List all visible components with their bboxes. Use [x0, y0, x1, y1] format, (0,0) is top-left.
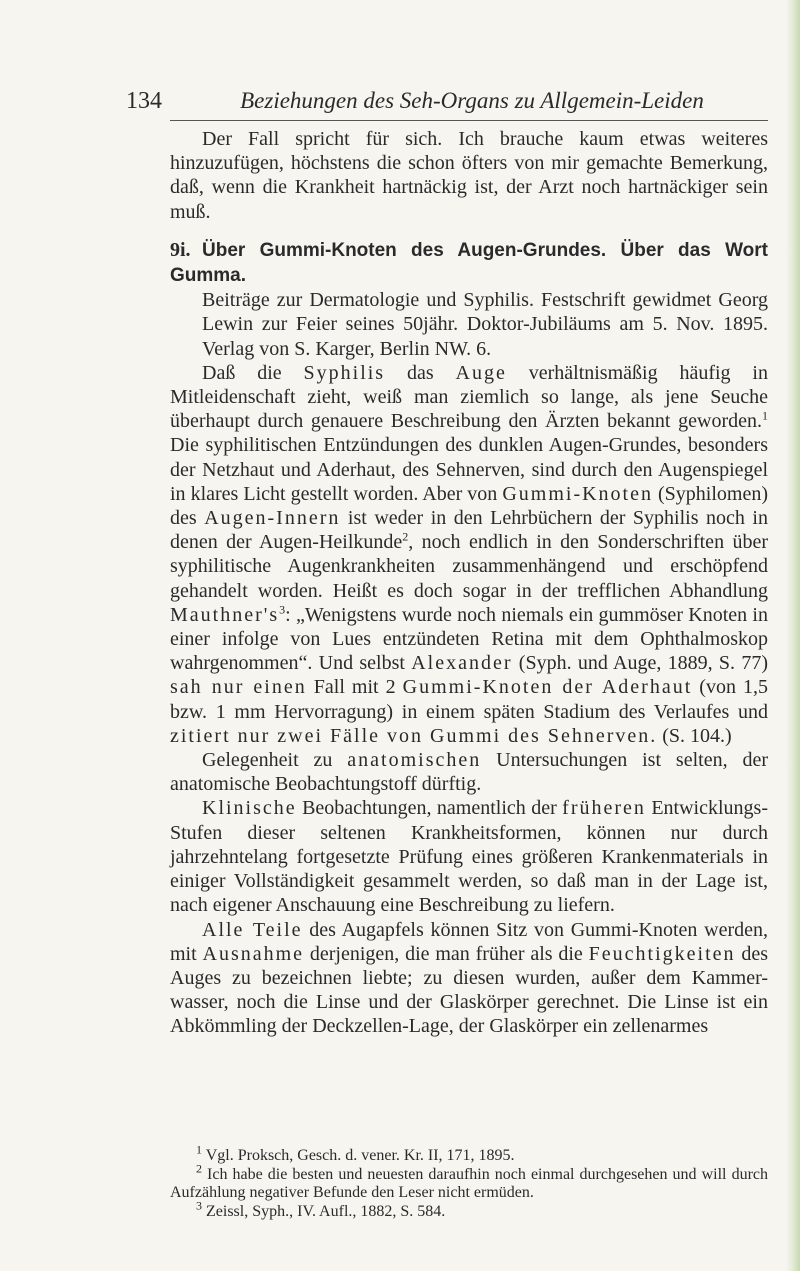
footnote — [170, 1198, 768, 1222]
text-run: Die syphilitischen Entzündungen des dunklen Augen-Grundes, besonders der Netzhaut und Aderhaut, des Sehnerven, sind durch den Augenspiegel in klares Licht gestellt worden. Aber von — [170, 434, 768, 505]
spaced-term: Auge — [455, 361, 507, 384]
text-run: Entwicklungs-Stufen dieser seltenen Krankheitsformen, können nur durch jahrzehntelang fortgesetzte Prüfung eines größeren Krankenmaterials in einiger Vollständigkeit gesammelt werden, so daß man in der Lage ist, nach eigener Anschauung eine Beschreibung zu liefern. — [170, 797, 768, 917]
spaced-term: Gummi-Knoten — [502, 482, 653, 505]
text-run: (Syphilomen) des — [170, 482, 768, 530]
text-run: Daß die — [202, 361, 304, 384]
paragraph-1: Der Fall spricht für sich. Ich brauche kaum etwas weiteres hinzuzufügen, höchstens die schon öfters von mir gemachte Bemerkung, daß, wenn die Krankheit hartnäckig ist, der Arzt noch hartnäckiger sein muß. — [170, 128, 768, 223]
spaced-term: sah nur einen — [170, 676, 307, 699]
paragraph-3 — [170, 361, 768, 748]
paragraph-5 — [170, 796, 768, 917]
spaced-term: Feuchtigkeiten — [588, 942, 736, 965]
running-header — [126, 88, 768, 118]
page-number: 134 — [126, 88, 162, 114]
spaced-term: Ausnahme — [202, 942, 305, 965]
spaced-term: früheren — [562, 797, 646, 820]
text-run: das — [385, 361, 456, 384]
text-run: (S. 104.) — [657, 724, 732, 747]
footnote-number: 3 — [196, 1198, 202, 1213]
footnote-ref: 2 — [402, 529, 409, 544]
entry-title: Über Gummi-Knoten des Augen-Grundes. Über das Wort Gumma. — [170, 239, 768, 287]
text-run: des Augapfels können Sitz von Gummi-Knoten werden, mit — [170, 918, 768, 965]
spaced-term: Klinische — [202, 797, 297, 820]
paragraph-4 — [170, 748, 768, 796]
entry-number: 9i. — [170, 238, 191, 261]
header-rule — [170, 120, 768, 121]
text-run: verhältnismäßig häufig in Mitleidenschaft zieht, weiß man ziemlich so lange, als jene Seuche überhaupt durch genauere Beschreibung den Ärzten bekannt geworden. — [170, 361, 768, 433]
text-run: ist weder in den Lehrbüchern der Syphilis noch in denen der Augen-Heilkunde — [170, 507, 768, 554]
text-run: Beobachtungen, namentlich der — [296, 797, 563, 820]
spaced-term: Augen-Innern — [204, 507, 341, 530]
text-run: Fall mit 2 — [306, 676, 403, 699]
main-text — [170, 127, 768, 1039]
text-run: des Auges zu bezeichnen liebte; zu diesen wurden, außer dem Kammer-wasser, noch die Linse und der Glaskörper gerechnet. Die Linse ist ein Abkömmling der Deckzellen-Lage, der Glaskörper ein zellenarmes — [170, 942, 768, 1038]
paragraph-6 — [170, 918, 768, 1039]
text-run: derjenigen, die man früher als die — [304, 942, 589, 965]
page-edge-tint — [786, 0, 800, 1271]
footnote — [170, 1142, 768, 1166]
spaced-term: Gummi-Knoten der Aderhaut — [402, 676, 693, 699]
footnote — [170, 1161, 768, 1203]
spaced-term: Alle Teile — [202, 918, 303, 941]
footnote-number: 2 — [196, 1161, 202, 1176]
footnotes — [170, 1142, 768, 1221]
text-run: (Syph. und Auge, 1889, S. 77) — [512, 652, 768, 675]
footnote-ref: 1 — [762, 408, 768, 423]
text-run: Gelegenheit zu — [202, 749, 348, 772]
spaced-term: Mauthner's — [170, 603, 280, 626]
spaced-term: zitiert nur zwei Fälle von Gummi des Sehnerven. — [170, 724, 658, 747]
footnote-number: 1 — [196, 1142, 202, 1157]
text-run: (von 1,5 bzw. 1 mm Hervorragung) in einem späten Stadium des Verlaufes und — [170, 676, 768, 723]
footnote-ref: 3 — [279, 602, 286, 617]
spaced-term: Syphilis — [303, 361, 386, 384]
text-run: : „Wenigstens wurde noch niemals ein gummöser Knoten in einer infolge von Lues entzündeten Retina mit dem Ophthalmoskop wahrgenommen“. Und selbst — [170, 603, 768, 675]
spaced-term: anatomischen — [347, 749, 482, 772]
text-run: , noch endlich in den Sonderschriften über syphilitische Augenkrankheiten zusammenhängend und erschöpfend gehandelt worden. Heißt es doch sogar in der trefflichen Abhandlung — [170, 531, 768, 602]
spaced-term: Alexander — [411, 652, 513, 675]
entry-citation: Beiträge zur Dermatologie und Syphilis. Festschrift gewidmet Georg Lewin zur Feier seines 50jähr. Doktor-Jubiläums am 5. Nov. 1895. Verlag von S. Karger, Berlin NW. 6. — [202, 289, 768, 360]
footnote-text: Ich habe die besten und neuesten daraufhin noch einmal durchgesehen und will durch Aufzählung negativer Befunde den Leser nicht ermüden. — [170, 1165, 768, 1201]
footnote-text: Zeissl, Syph., IV. Aufl., 1882, S. 584. — [202, 1202, 446, 1220]
text-run: Untersuchungen ist selten, der anatomische Beobachtungstoff dürftig. — [170, 749, 768, 796]
footnote-text: Vgl. Proksch, Gesch. d. vener. Kr. II, 171, 1895. — [202, 1147, 515, 1164]
running-title: Beziehungen des Seh-Organs zu Allgemein-Leiden — [240, 88, 704, 113]
entry-heading — [170, 238, 768, 288]
